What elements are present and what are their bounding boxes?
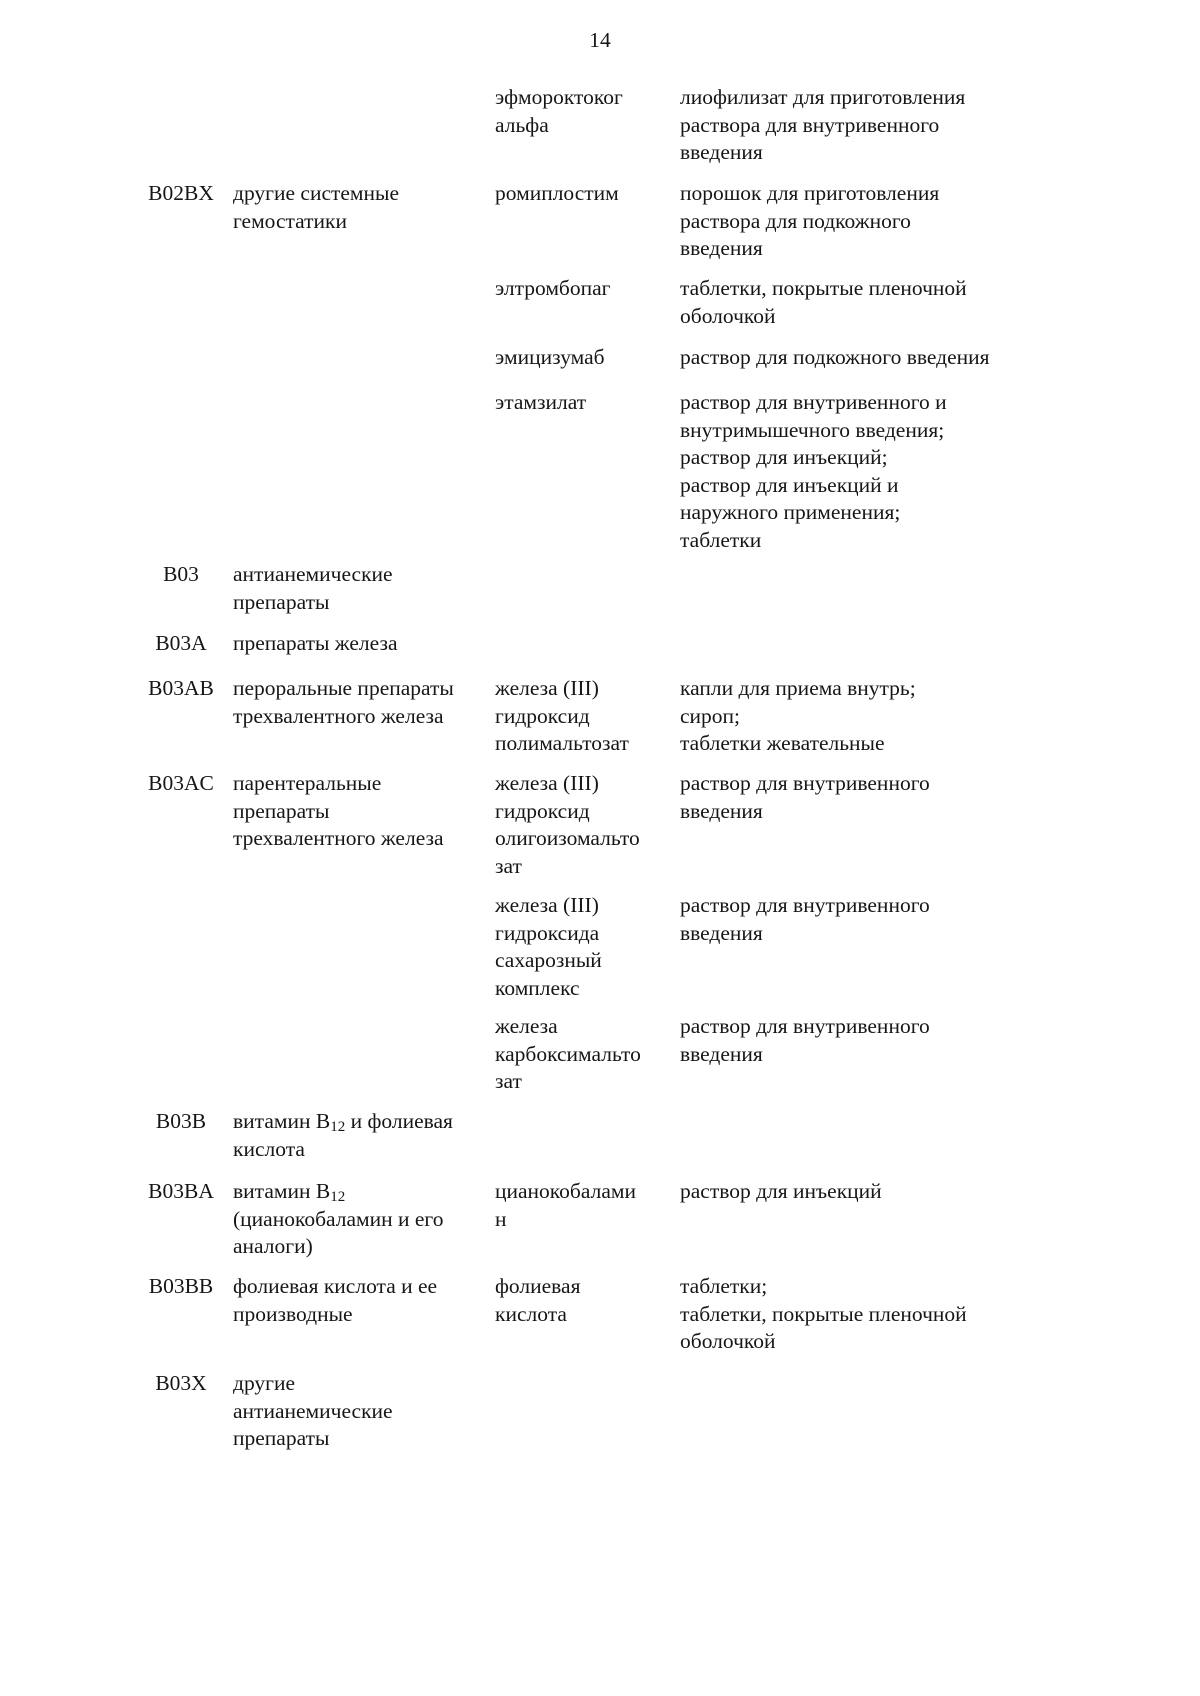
dosage-form-line: наружного применения; bbox=[680, 500, 901, 524]
atc-group-line: аналоги) bbox=[233, 1234, 313, 1258]
drug-name-line: карбоксимальто bbox=[495, 1041, 641, 1066]
drug-name-line: элтромбопаг bbox=[495, 276, 611, 300]
drug-name-line: полимальтозат bbox=[495, 731, 629, 755]
atc-group-name-line: другие системные bbox=[233, 181, 400, 205]
dosage-form-line: раствор для внутривенного bbox=[680, 771, 930, 795]
dosage-form-line: таблетки, покрытые пленочной bbox=[680, 1301, 967, 1326]
atc-group-name bbox=[233, 1178, 489, 1261]
atc-group-name-line: фолиевая кислота и ее bbox=[233, 1274, 438, 1298]
dosage-form bbox=[680, 770, 1020, 825]
atc-group-name bbox=[233, 770, 489, 853]
atc-group-line bbox=[233, 1178, 489, 1206]
dosage-form bbox=[680, 1273, 1020, 1356]
dosage-form-line: введения bbox=[680, 920, 763, 945]
drug-name-line: эмицизумаб bbox=[495, 345, 605, 369]
dosage-form bbox=[680, 275, 1020, 330]
atc-group-line: (цианокобаламин и его bbox=[233, 1206, 444, 1231]
dosage-form-line: лиофилизат для приготовления bbox=[680, 85, 966, 109]
drug-name bbox=[495, 1178, 673, 1233]
dosage-form-line: введения bbox=[680, 140, 763, 164]
drug-name-line: зат bbox=[495, 853, 522, 878]
dosage-form-line: таблетки; bbox=[680, 1274, 768, 1298]
dosage-form-line: таблетки жевательные bbox=[680, 731, 885, 755]
drug-name-line: железа (III) bbox=[495, 771, 599, 795]
dosage-form-line: оболочкой bbox=[680, 1329, 776, 1353]
atc-group-name bbox=[233, 675, 489, 730]
dosage-form bbox=[680, 1013, 1020, 1068]
drug-name bbox=[495, 180, 673, 208]
drug-name-line: альфа bbox=[495, 112, 549, 137]
dosage-form bbox=[680, 344, 1020, 372]
dosage-form-line: раствора для подкожного bbox=[680, 208, 911, 233]
atc-code: B03X bbox=[155, 1371, 207, 1395]
atc-group-name-line: парентеральные bbox=[233, 771, 382, 795]
atc-group-name-line: препараты bbox=[233, 589, 330, 614]
drug-name bbox=[495, 1273, 673, 1328]
dosage-form-line: раствор для инъекций и bbox=[680, 472, 899, 497]
atc-group-name bbox=[233, 180, 489, 235]
drug-name-line: гидроксид bbox=[495, 703, 590, 728]
dosage-form bbox=[680, 892, 1020, 947]
atc-group-name-line: другие bbox=[233, 1371, 296, 1395]
atc-code: B03AC bbox=[148, 771, 214, 795]
drug-name bbox=[495, 275, 673, 303]
atc-group-name bbox=[233, 630, 489, 658]
atc-group-line: кислота bbox=[233, 1136, 305, 1161]
atc-group-name-line: препараты bbox=[233, 798, 330, 823]
atc-group-line-subscript: 12 bbox=[330, 1119, 346, 1135]
dosage-form-line: раствора для внутривенного bbox=[680, 112, 940, 137]
dosage-form-line: капли для приема внутрь; bbox=[680, 676, 916, 700]
drug-name bbox=[495, 1013, 673, 1096]
atc-group-name-line: антианемические bbox=[233, 562, 393, 586]
atc-group-name bbox=[233, 1108, 489, 1163]
atc-group-name-line: трехвалентного железа bbox=[233, 826, 444, 850]
atc-group-name-line: препараты железа bbox=[233, 631, 398, 655]
drug-name bbox=[495, 389, 673, 417]
dosage-form-line: раствор для инъекций; bbox=[680, 445, 888, 469]
atc-group-name-line: препараты bbox=[233, 1426, 330, 1450]
atc-group-line-text: витамин B bbox=[233, 1179, 331, 1203]
dosage-form-line: сироп; bbox=[680, 703, 741, 728]
atc-code: B03BA bbox=[148, 1179, 214, 1203]
drug-name-line: олигоизомальто bbox=[495, 826, 640, 850]
drug-name-line: эфмороктоког bbox=[495, 85, 623, 109]
atc-group-name bbox=[233, 1273, 489, 1328]
drug-name-line: ромиплостим bbox=[495, 181, 619, 205]
atc-group-name-line: трехвалентного железа bbox=[233, 703, 444, 728]
atc-group-name-line: гемостатики bbox=[233, 208, 348, 233]
drug-name-line: н bbox=[495, 1206, 507, 1231]
atc-group-name bbox=[233, 561, 489, 616]
atc-code: B03BB bbox=[148, 1274, 214, 1298]
drug-name-line: железа (III) bbox=[495, 676, 599, 700]
atc-group-name-line: антианемические bbox=[233, 1398, 393, 1423]
dosage-form-line: введения bbox=[680, 798, 763, 823]
dosage-form bbox=[680, 389, 1020, 554]
atc-code: B03AB bbox=[148, 676, 214, 700]
drug-name-line: зат bbox=[495, 1069, 522, 1093]
drug-name bbox=[495, 892, 673, 1002]
drug-name bbox=[495, 675, 673, 758]
drug-name-line: цианокобалами bbox=[495, 1179, 636, 1203]
dosage-form-line: порошок для приготовления bbox=[680, 181, 940, 205]
page-number: 14 bbox=[589, 28, 611, 52]
dosage-form-line: введения bbox=[680, 236, 763, 260]
drug-name-line: гидроксида bbox=[495, 920, 600, 945]
dosage-form-line: таблетки bbox=[680, 527, 762, 552]
atc-group-line bbox=[233, 1108, 489, 1136]
dosage-form-line: раствор для подкожного введения bbox=[680, 345, 990, 369]
drug-name-line: сахарозный bbox=[495, 948, 602, 972]
atc-group-name-line: производные bbox=[233, 1301, 353, 1326]
dosage-form-line: оболочкой bbox=[680, 303, 776, 328]
dosage-form bbox=[680, 84, 1020, 167]
dosage-form bbox=[680, 675, 1020, 758]
dosage-form-line: раствор для внутривенного bbox=[680, 1014, 930, 1038]
atc-group-line-subscript: 12 bbox=[330, 1189, 346, 1205]
atc-group-name-line: пероральные препараты bbox=[233, 676, 454, 700]
dosage-form-line: введения bbox=[680, 1041, 763, 1066]
dosage-form bbox=[680, 180, 1020, 263]
atc-group-line-text: витамин B bbox=[233, 1109, 331, 1133]
dosage-form-line: раствор для инъекций bbox=[680, 1179, 882, 1203]
drug-name-line: кислота bbox=[495, 1301, 567, 1326]
drug-name-line: железа (III) bbox=[495, 893, 599, 917]
drug-name bbox=[495, 344, 673, 372]
dosage-form-line: раствор для внутривенного bbox=[680, 893, 930, 917]
drug-name-line: гидроксид bbox=[495, 798, 590, 823]
atc-code: B03 bbox=[163, 562, 199, 586]
atc-group-name bbox=[233, 1370, 489, 1453]
drug-name-line: этамзилат bbox=[495, 390, 587, 414]
dosage-form-line: раствор для внутривенного и bbox=[680, 390, 947, 414]
drug-name bbox=[495, 84, 673, 139]
atc-code: B03A bbox=[155, 631, 207, 655]
drug-name bbox=[495, 770, 673, 880]
drug-name-line: комплекс bbox=[495, 975, 580, 1000]
dosage-form-line: таблетки, покрытые пленочной bbox=[680, 276, 967, 300]
drug-name-line: железа bbox=[495, 1014, 558, 1038]
atc-code: B03B bbox=[155, 1109, 207, 1133]
atc-group-line-text-end: и фолиевая bbox=[345, 1109, 453, 1133]
drug-name-line: фолиевая bbox=[495, 1274, 581, 1298]
dosage-form-line: внутримышечного введения; bbox=[680, 417, 945, 442]
atc-code: B02BX bbox=[148, 181, 214, 205]
dosage-form bbox=[680, 1178, 1020, 1206]
